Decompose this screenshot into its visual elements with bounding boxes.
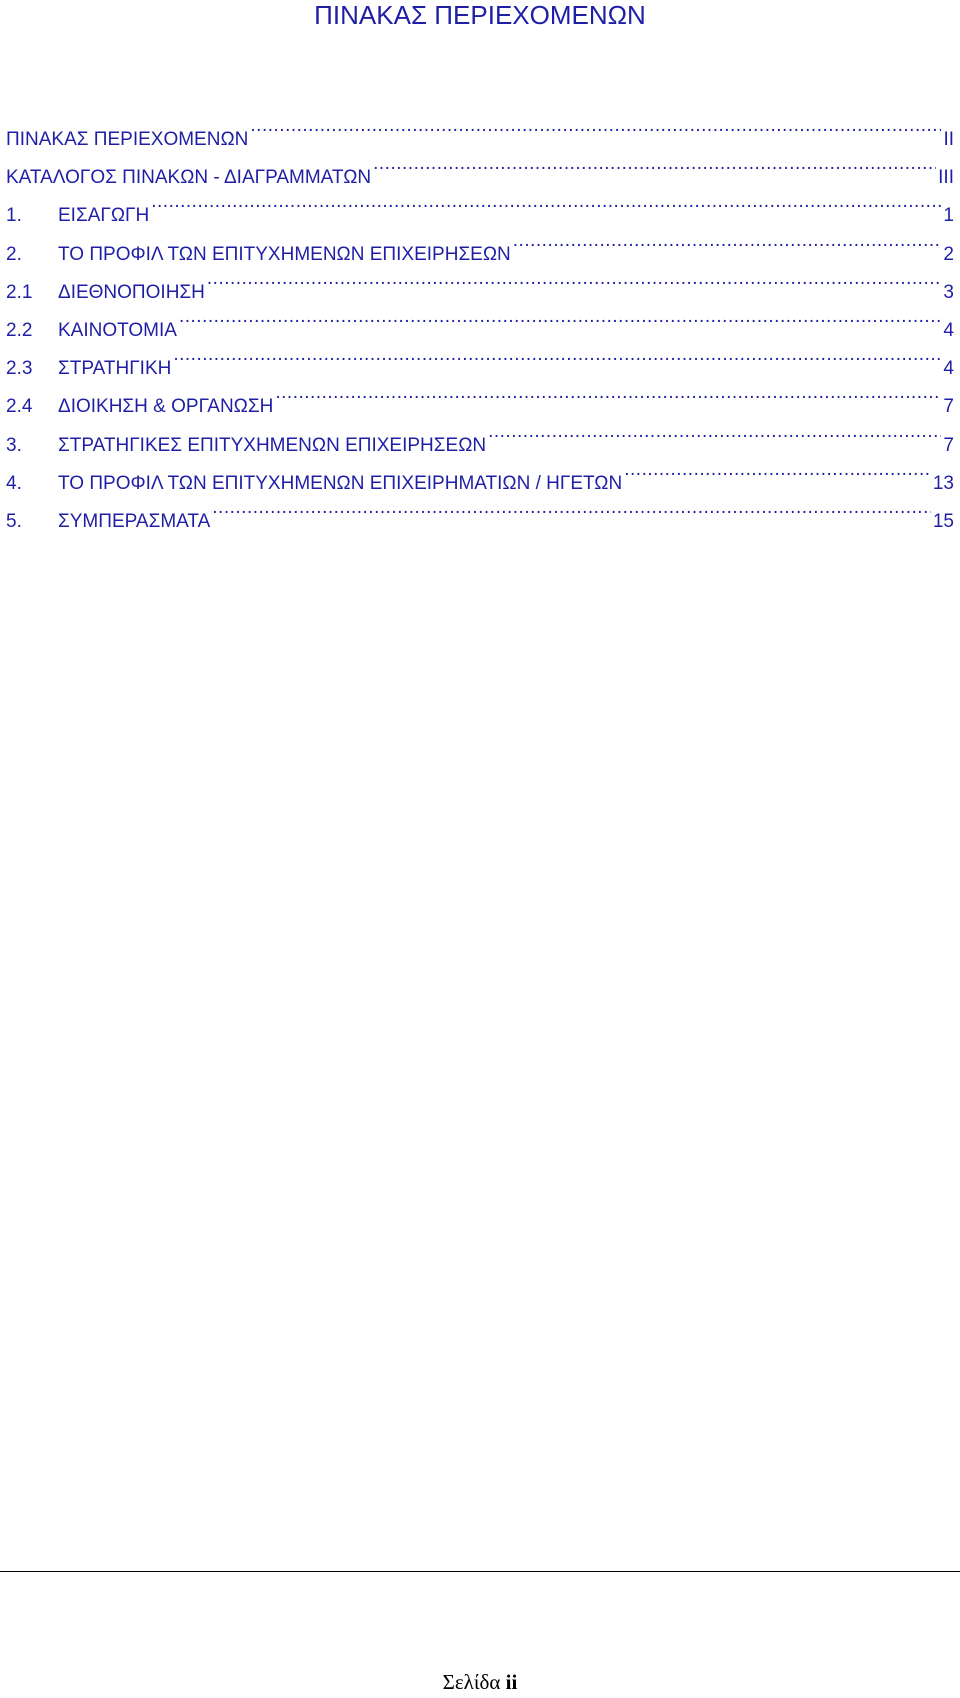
toc-entry-page: 7 [943,434,954,456]
footer-page-number: ii [505,1670,518,1694]
toc-dot-leader [488,413,941,451]
toc-entry-number: 2.4 [6,396,33,418]
toc-entry-text: ΠΙΝΑΚΑΣ ΠΕΡΙΕΧΟΜΕΝΩΝ [6,129,249,150]
toc-entry-page: 13 [932,472,954,494]
toc-entry-text: ΔΙΟΙΚΗΣΗ & ΟΡΓΑΝΩΣΗ [58,396,274,418]
toc-dot-leader [151,183,941,221]
toc-entry-text: ΕΙΣΑΓΩΓΗ [58,205,150,227]
toc-entry-text: ΣΤΡΑΤΗΓΙΚΗ [58,358,172,380]
toc-entry-page: 7 [943,396,954,418]
toc-entry-page: II [943,129,954,150]
toc-entry-number: 2.1 [6,281,33,303]
footer-divider [0,1571,960,1572]
toc-entry-number: 2. [6,243,22,265]
toc-entry-page: 3 [943,281,954,303]
toc-entry-text: ΔΙΕΘΝΟΠΟΙΗΣΗ [58,281,205,303]
toc-dot-leader [173,336,941,374]
toc-entry-number: 2.3 [6,358,33,380]
toc-entry-text: ΣΥΜΠΕΡΑΣΜΑΤΑ [58,510,211,532]
toc-entry-text: ΤΟ ΠΡΟΦΙΛ ΤΩΝ ΕΠΙΤΥΧΗΜΕΝΩΝ ΕΠΙΧΕΙΡΗΣΕΩΝ [58,243,511,265]
toc-dot-leader [624,451,931,489]
page-title: ΠΙΝΑΚΑΣ ΠΕΡΙΕΧΟΜΕΝΩΝ [314,0,646,30]
table-of-contents [6,107,954,532]
toc-entry-text: ΤΟ ΠΡΟΦΙΛ ΤΩΝ ΕΠΙΤΥΧΗΜΕΝΩΝ ΕΠΙΧΕΙΡΗΜΑΤΙΩΝ / ΗΓΕΤΩΝ [58,472,623,494]
toc-dot-leader [513,222,942,260]
toc-entry-number: 1. [6,205,22,227]
toc-entry-page: 1 [943,205,954,227]
toc-entry-page: 2 [943,243,954,265]
footer-page-label: Σελίδα [442,1670,501,1694]
toc-entry-page: 4 [943,319,954,341]
toc-entry-number: 4. [6,472,22,494]
toc-dot-leader [275,374,941,412]
page-footer [0,1670,960,1694]
toc-dot-leader [179,298,941,336]
toc-entry-text: ΣΤΡΑΤΗΓΙΚΕΣ ΕΠΙΤΥΧΗΜΕΝΩΝ ΕΠΙΧΕΙΡΗΣΕΩΝ [58,434,487,456]
toc-dot-leader [250,107,941,145]
toc-entry-number: 2.2 [6,319,33,341]
toc-entry-page: 15 [932,510,954,532]
toc-dot-leader [373,145,936,183]
toc-dot-leader [207,260,942,298]
toc-entry[interactable] [6,107,954,150]
toc-entry-page: 4 [943,358,954,380]
toc-entry-text: ΚΑΙΝΟΤΟΜΙΑ [58,319,177,341]
toc-entry-number: 3. [6,434,22,456]
toc-entry-number: 5. [6,510,22,532]
toc-entry-page: III [938,167,954,189]
toc-entry-text: ΚΑΤΑΛΟΓΟΣ ΠΙΝΑΚΩΝ - ΔΙΑΓΡΑΜΜΑΤΩΝ [6,167,372,189]
toc-dot-leader [212,489,931,527]
